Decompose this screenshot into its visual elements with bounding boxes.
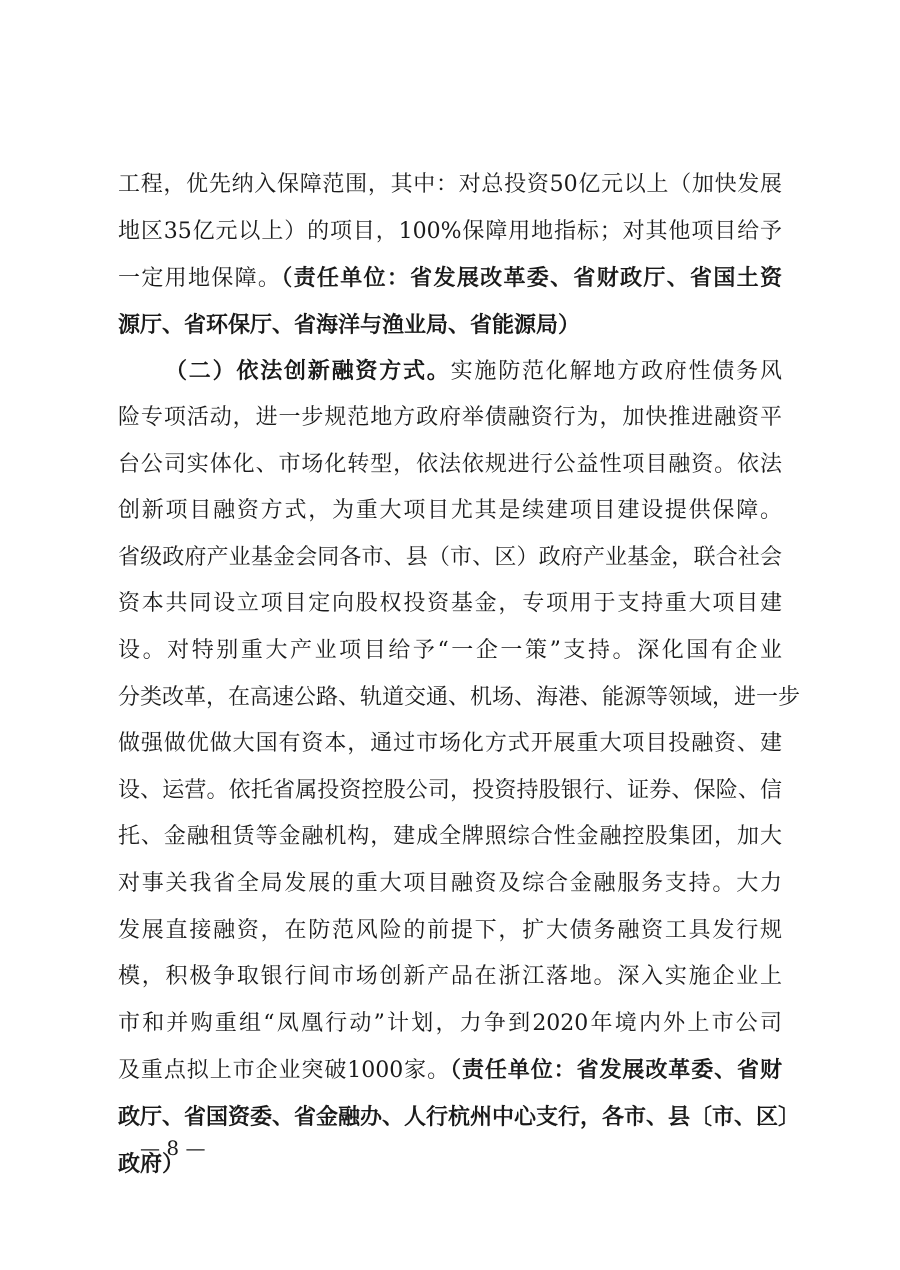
- bold-text-segment: （责任单位：省发展改革委、省财政厅、省国土资: [281, 265, 782, 292]
- text-line: [118, 817, 782, 857]
- text-line: [118, 957, 782, 997]
- text-line: [118, 258, 782, 298]
- text-line: [118, 1050, 782, 1090]
- text-line: [118, 165, 782, 205]
- text-segment: 做强做优做大国有资本，通过市场化方式开展重大项目投融资、建: [118, 731, 782, 757]
- text-line: [118, 584, 782, 624]
- text-segment: 创新项目融资方式，为重大项目尤其是续建项目建设提供保障。: [118, 498, 782, 524]
- text-segment: 市和并购重组“凤凰行动”计划，力争到2020年境内外上市公司: [118, 1010, 782, 1036]
- text-segment: 托、金融租赁等金融机构，建成全牌照综合性金融控股集团，加大: [118, 824, 782, 850]
- text-segment: 险专项活动，进一步规范地方政府举债融资行为，加快推进融资平: [118, 405, 782, 430]
- text-line: [118, 771, 782, 811]
- text-line: [118, 398, 782, 438]
- text-segment: 工程，优先纳入保障范围，其中：对总投资50亿元以上（加快发展: [118, 172, 782, 197]
- text-line: [165, 351, 782, 391]
- text-segment: 地区35亿元以上）的项目，100%保障用地指标；对其他项目给予: [118, 218, 782, 244]
- text-segment: 一定用地保障。: [118, 266, 282, 292]
- text-line: [118, 1004, 782, 1044]
- text-line: [118, 445, 782, 485]
- text-line: [118, 678, 801, 718]
- text-segment: 台公司实体化、市场化转型，依法依规进行公益性项目融资。依法: [118, 451, 782, 477]
- text-segment: 发展直接融资，在防范风险的前提下，扩大债务融资工具发行规: [118, 917, 782, 943]
- text-segment: 实施防范化解地方政府性债务风: [450, 359, 782, 385]
- text-segment: 设、运营。依托省属投资控股公司，投资持股银行、证券、保险、信: [118, 777, 782, 803]
- bold-text-segment: （二）依法创新融资方式。: [165, 358, 451, 385]
- page-number: — 8 —: [140, 1136, 206, 1160]
- text-line: [118, 305, 782, 345]
- text-segment: 模，积极争取银行间市场创新产品在浙江落地。深入实施企业上: [118, 964, 782, 990]
- bold-text-segment: （责任单位：省发展改革委、省财: [450, 1057, 782, 1084]
- text-segment: 对事关我省全局发展的重大项目融资及综合金融服务支持。大力: [118, 871, 782, 896]
- text-segment: 分类改革，在高速公路、轨道交通、机场、海港、能源等领域，进一步: [118, 684, 801, 710]
- text-segment: 及重点拟上市企业突破1000家。: [118, 1058, 451, 1084]
- text-line: [118, 538, 782, 578]
- text-line: [118, 724, 782, 764]
- text-line: [118, 911, 782, 951]
- text-segment: 省级政府产业基金会同各市、县（市、区）政府产业基金，联合社会: [118, 544, 782, 570]
- text-line: [118, 631, 782, 671]
- text-segment: 设。对特别重大产业项目给予“一企一策”支持。深化国有企业: [118, 638, 782, 663]
- text-line: [118, 1144, 782, 1184]
- text-line: [118, 1097, 801, 1137]
- bold-text-segment: 源厅、省环保厅、省海洋与渔业局、省能源局）: [118, 311, 581, 338]
- text-line: [118, 491, 782, 531]
- text-segment: 资本共同设立项目定向股权投资基金，专项用于支持重大项目建: [118, 591, 782, 617]
- text-line: [118, 864, 782, 904]
- bold-text-segment: 政厅、省国资委、省金融办、人行杭州中心支行，各市、县〔市、区〕: [118, 1104, 801, 1130]
- text-line: [118, 212, 782, 252]
- bold-text-segment: 政府）: [118, 1150, 185, 1177]
